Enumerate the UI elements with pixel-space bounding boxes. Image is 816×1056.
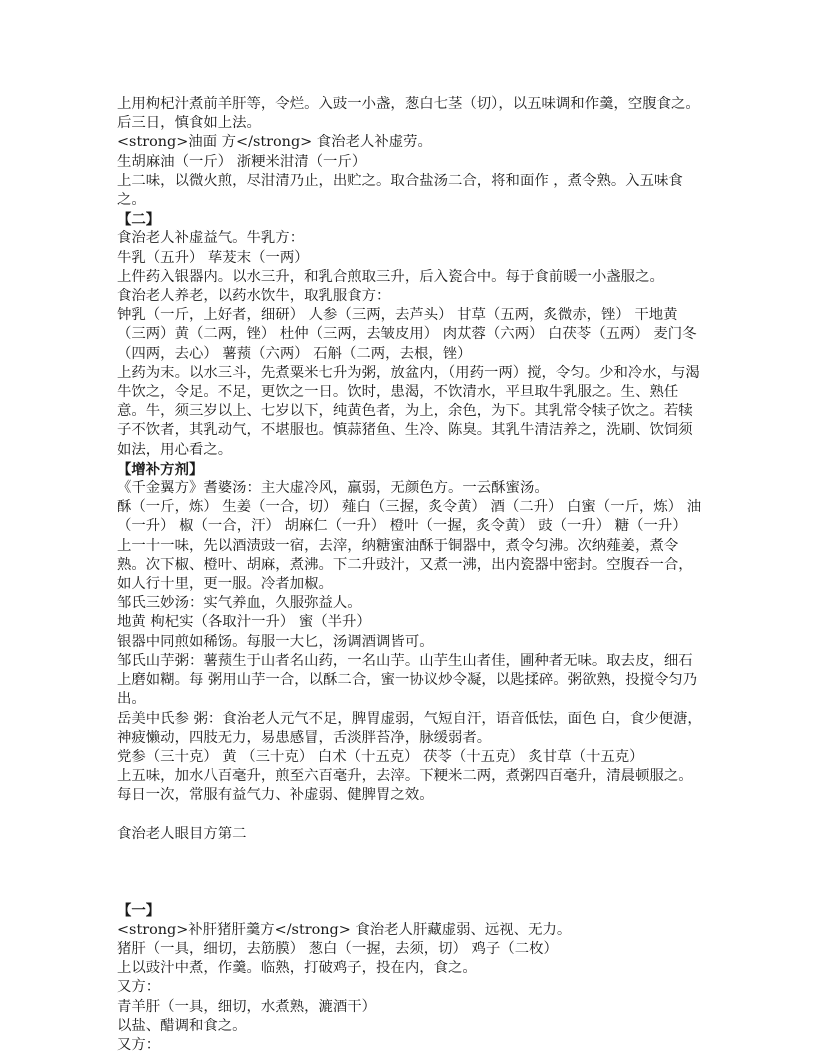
- paragraph: 食治老人补虚益气。牛乳方：: [117, 230, 305, 247]
- ingredients-line: 钟乳（一斤，上好者，细研） 人参（三两，去芦头） 甘草（五两，炙微赤，锉） 干地黄（三两）黄（二两，锉） 杜仲（三两，去皱皮用） 肉苁蓉（六两） 白茯苓（五两） 麦门冬（四两，去心） 薯蓣（六两） 石斛（二两，去根，锉）: [117, 307, 697, 362]
- recipe-title-line: <strong>油面 方</strong> 食治老人补虚劳。: [117, 134, 432, 151]
- spacer: [117, 882, 703, 901]
- section-heading: 【一】: [117, 902, 161, 920]
- paragraph: 上件药入银器内。以水三升，和乳合煎取三升，后入瓷合中。每于食前暖一小盏服之。: [117, 268, 664, 285]
- paragraph: 邹氏山芋粥：薯蓣生于山者名山药，一名山芋。山芋生山者佳，圃种者无味。取去皮，细石上磨如糊。每 粥用山芋一合，以酥二合，蜜一协议炒令凝，以匙揉碎。粥欲熟，投搅令匀乃出。: [117, 652, 698, 708]
- paragraph: 上五味，加水八百毫升，煎至六百毫升，去滓。下粳米二两，煮粥四百毫升，清晨顿服之。每日一次，常服有益气力、补虚弱、健脾胃之效。: [117, 768, 693, 804]
- spacer: [117, 806, 703, 825]
- recipe-title-line: <strong>补肝猪肝羹方</strong> 食治老人肝藏虚弱、远视、无力。: [117, 921, 572, 938]
- paragraph: 以盐、醋调和食之。: [117, 1017, 247, 1034]
- ingredients-line: 青羊肝（一具，细切，水煮熟，漉酒干）: [117, 998, 377, 1015]
- ingredients-line: 牛乳（五升） 荜茇末（一两）: [117, 249, 309, 266]
- paragraph: 又方：: [117, 1036, 161, 1053]
- section-heading: 【增补方剂】: [117, 460, 204, 478]
- chapter-title: 食治老人眼目方第二: [117, 825, 247, 842]
- paragraph: 《千金翼方》耆婆汤：主大虚冷风，羸弱，无颜色方。一云酥蜜汤。: [117, 480, 549, 497]
- paragraph: 邹氏三妙汤：实气养血，久服弥益人。: [117, 595, 362, 612]
- paragraph: 岳美中氏参 粥：食治老人元气不足，脾胃虚弱，气短自汗，语音低怯，面色 白，食少便溏，神疲懒动，四肢无力，易患感冒，舌淡胖苔净，脉缓弱者。: [117, 710, 702, 746]
- paragraph: 上一十一味，先以酒渍豉一宿，去滓，纳糖蜜油酥于铜器中，煮令匀沸。次纳薤姜，煮令熟。次下椒、橙叶、胡麻，煮沸。下二升豉汁，又煮一沸，出内瓷器中密封。空腹吞一合，如人行十里，更一服。冷者加椒。: [117, 537, 693, 593]
- ingredients-line: 猪肝（一具，细切，去筋膜） 葱白（一握，去须，切） 鸡子（二枚）: [117, 940, 558, 957]
- ingredients-line: 地黄 枸杞实（各取汁一升） 蜜（半升）: [117, 614, 371, 631]
- paragraph: 食治老人养老，以药水饮牛，取乳服食方：: [117, 288, 391, 305]
- ingredients-line: 生胡麻油（一斤） 浙粳米泔清（一斤）: [117, 153, 367, 170]
- paragraph: 上用枸杞汁煮前羊肝等，令烂。入豉一小盏，葱白七茎（切），以五味调和作羹，空腹食之。后三日，慎食如上法。: [117, 96, 700, 132]
- paragraph: 上二味，以微火煎，尽泔清乃止，出贮之。取合盐汤二合，将和面作 ，煮令熟。入五味食之。: [117, 172, 683, 209]
- paragraph: 上药为末。以水三斗，先煮粟米七升为粥，放盆内，（用药一两）搅，令匀。少和冷水，与渴牛饮之，令足。不足，更饮之一日。饮时，患渴，不饮清水，平旦取牛乳服之。生、熟任意。牛，须三岁以上、七岁以下，纯黄色者，为上，余色，为下。其乳常令犊子饮之。若犊子不饮者，其乳动气，不堪服也。慎蒜猪鱼、生冷、陈臭。其乳牛清洁养之，洗刷、饮饲须如法，用心看之。: [117, 364, 700, 458]
- paragraph: 银器中同煎如稀饧。每服一大匕，汤调酒调皆可。: [117, 633, 434, 650]
- paragraph: 又方：: [117, 979, 161, 996]
- paragraph: 上以豉汁中煮，作羹。临熟，打破鸡子，投在内，食之。: [117, 960, 477, 977]
- ingredients-line: 酥（一斤，炼） 生姜（一合，切） 薤白（三握，炙令黄） 酒（二升） 白蜜（一斤，炼） 油（一升） 椒（一合，汗） 胡麻仁（一升） 橙叶（一握，炙令黄） 豉（一升） 糖（一升）: [117, 499, 702, 535]
- section-heading: 【二】: [117, 211, 161, 229]
- ingredients-line: 党参（三十克） 黄 （三十克） 白术（十五克） 茯苓（十五克） 炙甘草（十五克）: [117, 748, 644, 765]
- spacer: [117, 844, 703, 882]
- document-page: [117, 95, 703, 1055]
